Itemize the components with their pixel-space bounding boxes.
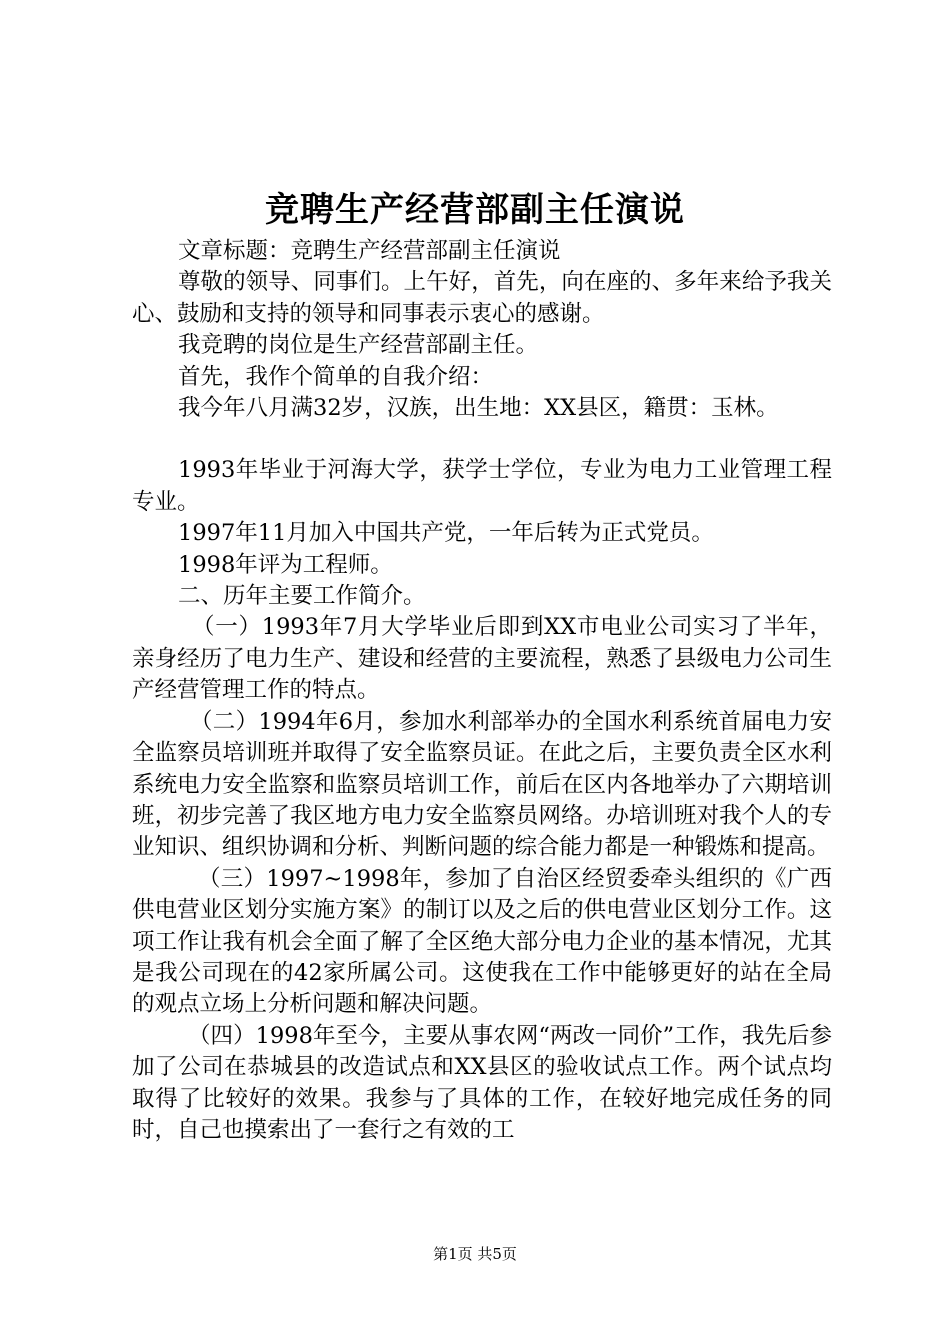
engineer-paragraph: 1998年评为工程师。: [178, 551, 393, 578]
education-paragraph: 1993年毕业于河海大学，获学士学位，专业为电力工业管理工程专业。: [132, 457, 832, 515]
paragraph-spacer: [132, 424, 832, 455]
work-item-3: （三）1997~1998年，参加了自治区经贸委牵头组织的《广西供电营业区划分实施方案》的制订以及之后的供电营业区划分工作。这项工作让我有机会全面了解了全区绝大部分电力企业的基本情况，尤其是我公司现在的42家所属公司。这使我在工作中能够更好的站在全局的观点立场上分析问题和解决问题。: [132, 865, 832, 1018]
document-title: 竞聘生产经营部副主任演说: [265, 190, 685, 230]
article-title-line: 文章标题：竞聘生产经营部副主任演说: [178, 238, 561, 264]
greeting-paragraph: 尊敬的领导、同事们。上午好，首先，向在座的、多年来给予我关心、鼓励和支持的领导和同事表示衷心的感谢。: [132, 269, 832, 327]
party-paragraph: 1997年11月加入中国共产党，一年后转为正式党员。: [178, 520, 714, 547]
intro-paragraph: 首先，我作个简单的自我介绍：: [178, 363, 494, 390]
position-paragraph: 我竞聘的岗位是生产经营部副主任。: [178, 332, 539, 359]
document-body: [132, 236, 832, 1146]
work-item-4: （四）1998年至今，主要从事农网“两改一同价”工作，我先后参加了公司在恭城县的改造试点和XX县区的验收试点工作。两个试点均取得了比较好的效果。我参与了具体的工作，在较好地完成任务的同时，自己也摸索出了一套行之有效的工: [132, 1022, 832, 1143]
work-item-1: （一）1993年7月大学毕业后即到XX市电业公司实习了半年，亲身经历了电力生产、建设和经营的主要流程，熟悉了县级电力公司生产经营管理工作的特点。: [132, 614, 832, 704]
page-number-footer: 第1页 共5页: [433, 1245, 517, 1263]
work-item-2: （二）1994年6月，参加水利部举办的全国水利系统首届电力安全监察员培训班并取得了安全监察员证。在此之后，主要负责全区水利系统电力安全监察和监察员培训工作，前后在区内各地举办了六期培训班，初步完善了我区地方电力安全监察员网络。办培训班对我个人的专业知识、组织协调和分析、判断问题的综合能力都是一种锻炼和提高。: [132, 708, 832, 861]
section-heading: 二、历年主要工作简介。: [178, 583, 426, 610]
bio-paragraph: 我今年八月满32岁，汉族，出生地：XX县区，籍贯：玉林。: [178, 395, 779, 422]
